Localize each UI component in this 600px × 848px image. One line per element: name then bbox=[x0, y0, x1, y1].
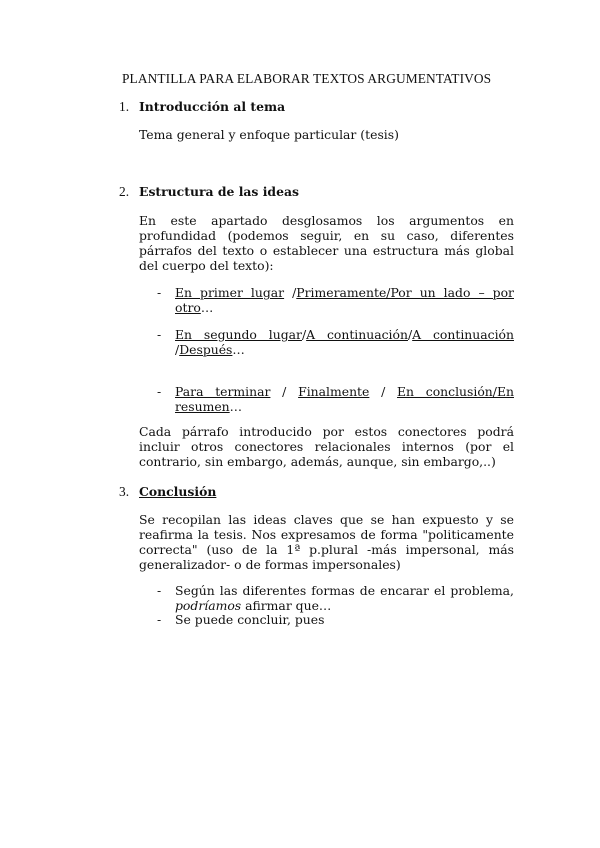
connector-separator: / bbox=[284, 285, 297, 300]
connector-ellipsis: … bbox=[200, 300, 214, 315]
connector-text: En conclusión/En bbox=[397, 384, 514, 399]
document-title: PLANTILLA PARA ELABORAR TEXTOS ARGUMENTATIVOS bbox=[122, 71, 492, 86]
list-dash: - bbox=[157, 583, 162, 598]
list-item bbox=[175, 612, 514, 627]
connector-text: resumen bbox=[175, 399, 230, 414]
connector-separator: / bbox=[407, 327, 413, 342]
list-dash: - bbox=[157, 384, 162, 399]
connector-line bbox=[175, 342, 514, 357]
list-item-text: Se puede concluir, pues bbox=[175, 612, 325, 627]
connector-ellipsis: … bbox=[229, 399, 243, 414]
connector-line bbox=[175, 327, 514, 342]
section-heading-conclusion: Conclusión bbox=[139, 484, 217, 499]
list-item-italic: podríamos bbox=[175, 598, 242, 613]
connector-text: A continuación bbox=[412, 327, 514, 342]
list-dash: - bbox=[157, 612, 162, 627]
connector-item bbox=[175, 384, 514, 414]
list-item bbox=[175, 583, 514, 613]
connector-separator: / bbox=[301, 327, 307, 342]
connector-separator: / bbox=[175, 342, 180, 357]
section-heading-introduccion: Introducción al tema bbox=[139, 99, 286, 114]
list-item-text: Según las diferentes formas de encarar el problema, bbox=[175, 583, 514, 598]
connector-text: Finalmente bbox=[298, 384, 370, 399]
connector-text: A continuación bbox=[306, 327, 408, 342]
list-item-text: afirmar que… bbox=[241, 598, 332, 613]
section-heading-estructura: Estructura de las ideas bbox=[139, 184, 299, 199]
connector-item bbox=[175, 285, 514, 315]
section-body: Se recopilan las ideas claves que se han expuesto y se reafirma la tesis. Nos expresamos de forma "politicamente correcta" (uso de la 1ª p.plural -más impersonal, más generalizador- o de formas impersonales) bbox=[139, 512, 514, 572]
connector-line bbox=[175, 399, 514, 414]
section-number: 3. bbox=[119, 484, 130, 499]
list-dash: - bbox=[157, 327, 162, 342]
connector-text: Para terminar bbox=[175, 384, 271, 399]
connector-text: En segundo lugar bbox=[175, 327, 302, 342]
section-closing: Cada párrafo introducido por estos conectores podrá incluir otros conectores relacionales internos (por el contrario, sin embargo, además, aunque, sin embargo,..) bbox=[139, 424, 514, 469]
connector-item bbox=[175, 327, 514, 357]
connector-separator: / bbox=[282, 384, 287, 399]
connector-text: Después bbox=[179, 342, 233, 357]
list-dash: - bbox=[157, 285, 162, 300]
section-number: 1. bbox=[119, 99, 130, 114]
connector-separator: / bbox=[381, 384, 386, 399]
connector-line bbox=[175, 384, 514, 399]
section-body: Tema general y enfoque particular (tesis) bbox=[139, 127, 399, 142]
section-body: En este apartado desglosamos los argumentos en profundidad (podemos seguir, en su caso, diferentes párrafos del texto o establecer una estructura más global del cuerpo del texto): bbox=[139, 213, 514, 273]
connector-ellipsis: … bbox=[232, 342, 245, 357]
connector-text: Primeramente/Por un lado – por otro bbox=[175, 285, 514, 315]
connector-text: En primer lugar bbox=[175, 285, 285, 300]
section-number: 2. bbox=[119, 184, 130, 199]
